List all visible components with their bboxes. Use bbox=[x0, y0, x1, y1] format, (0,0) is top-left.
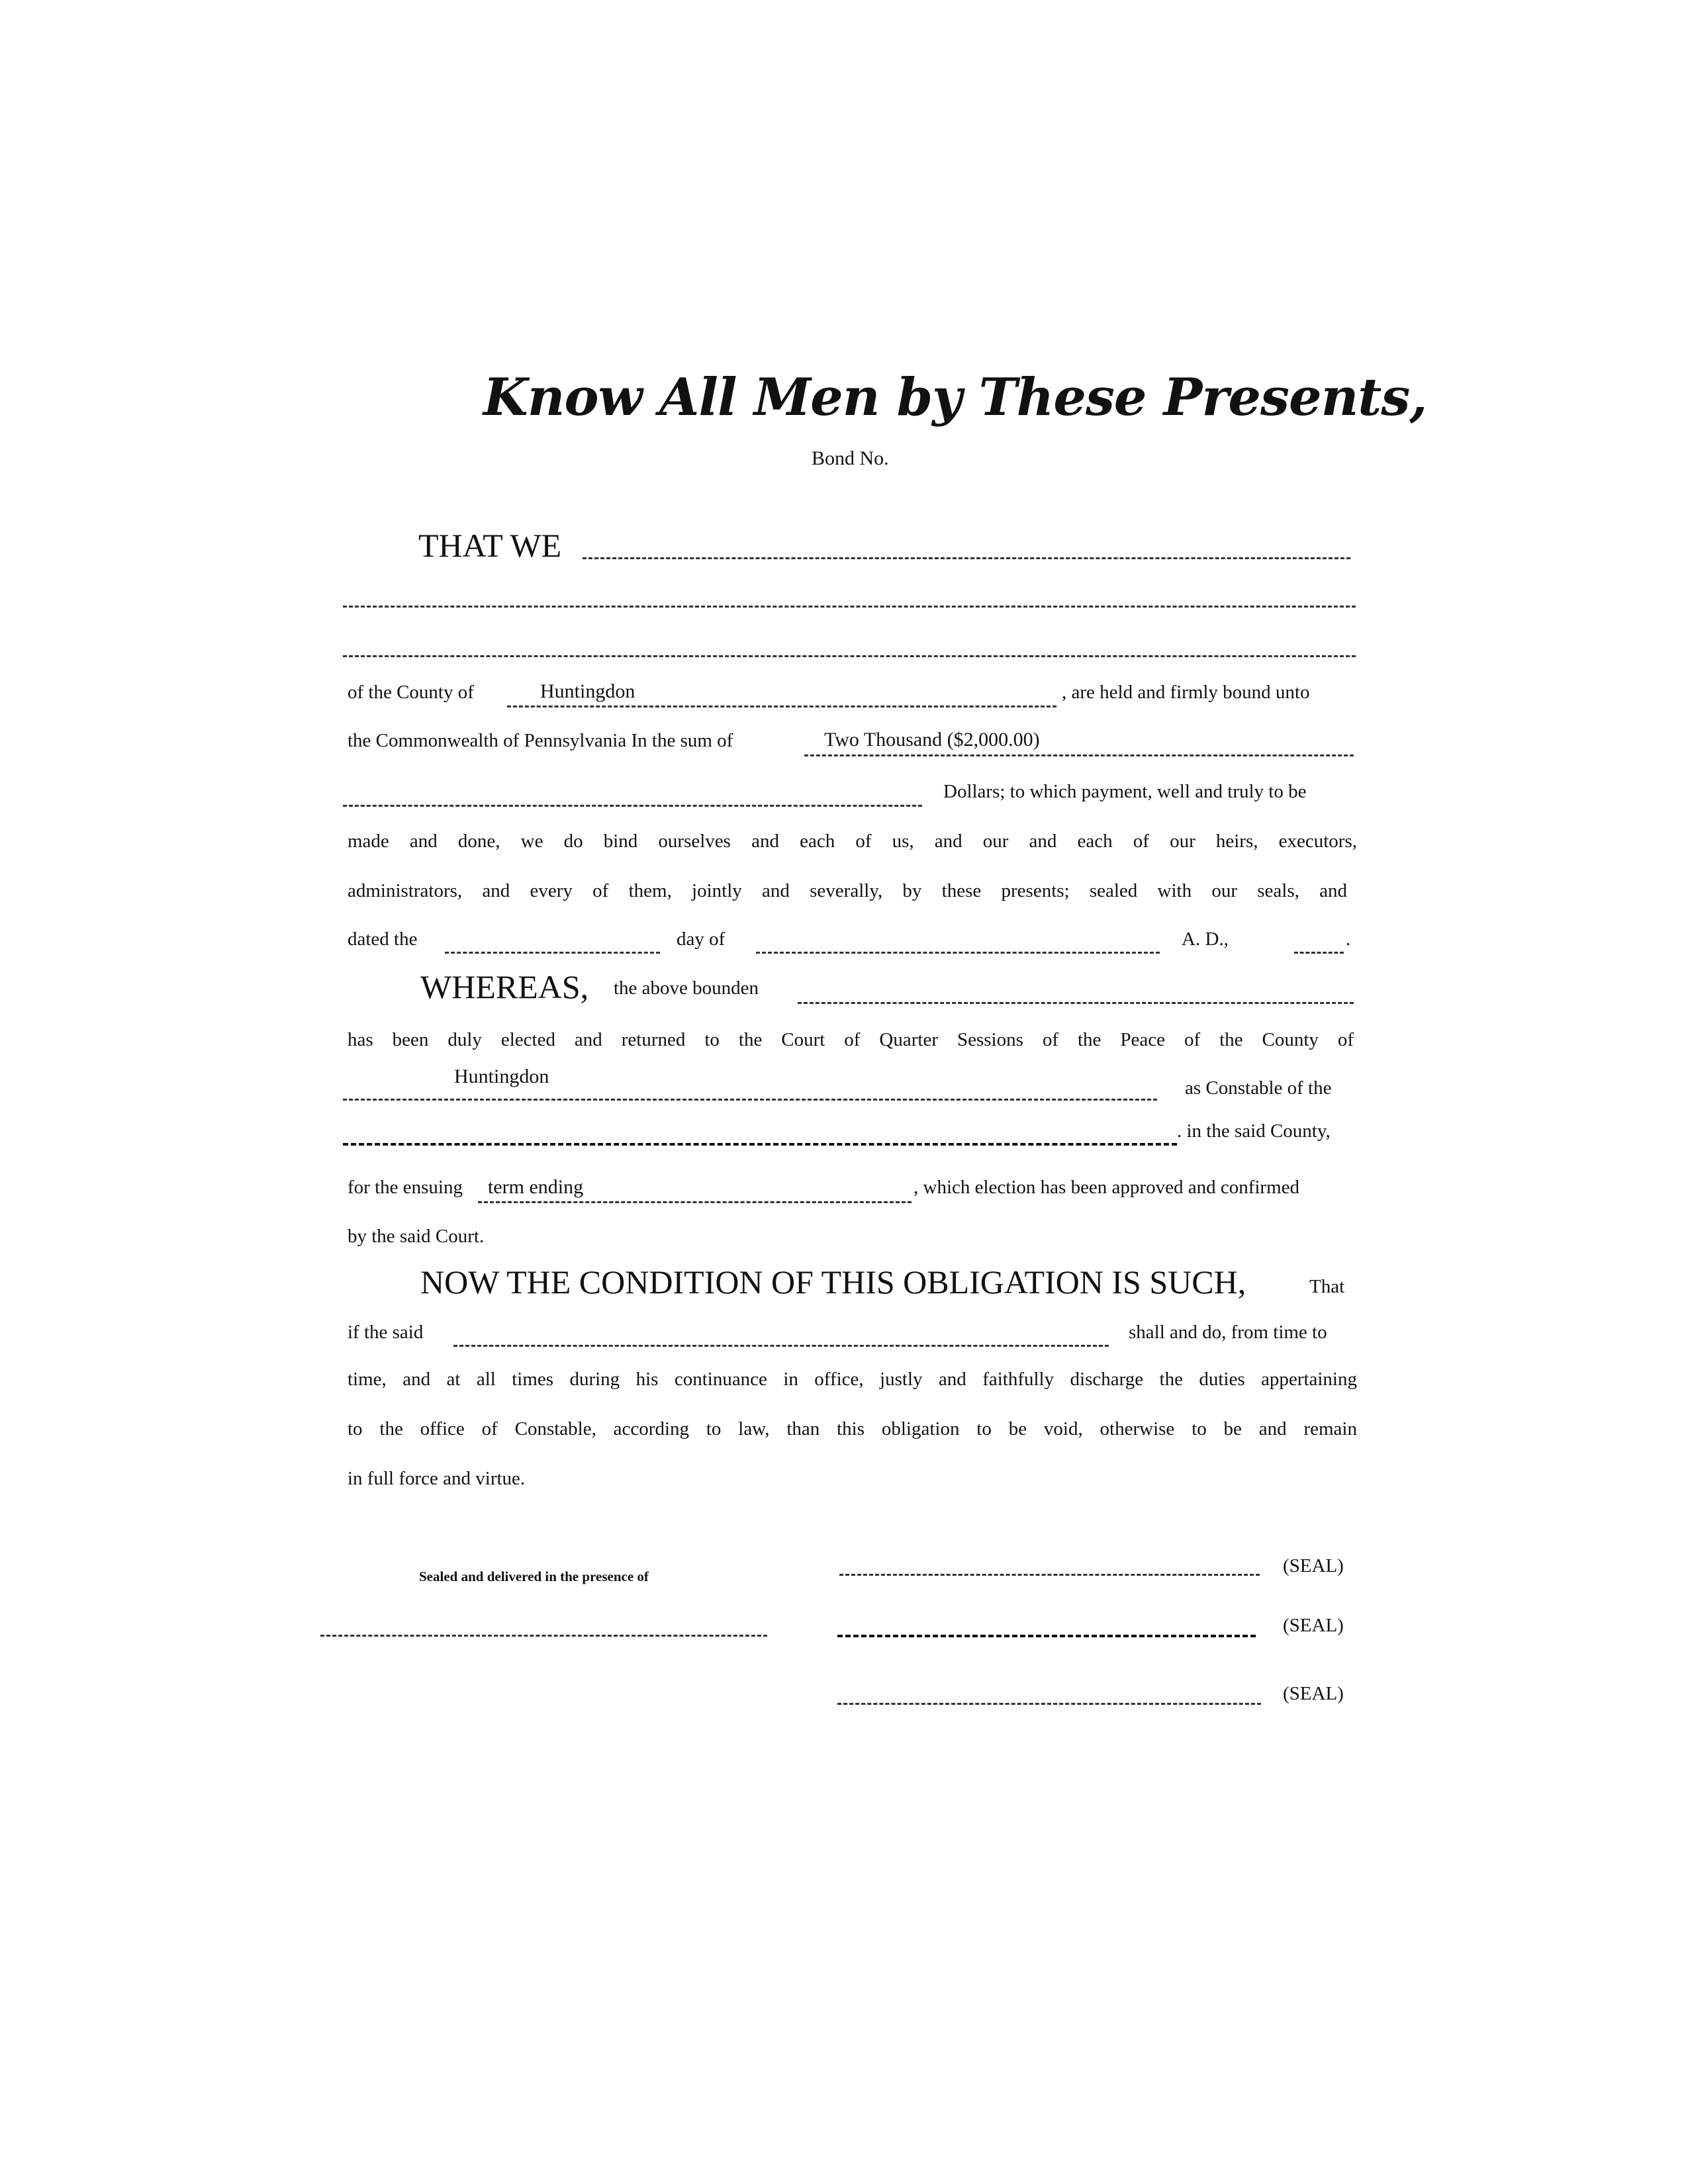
county-suffix: , are held and firmly bound unto bbox=[1062, 682, 1310, 703]
paragraph-office: to the office of Constable, according to law, than this obligation to be void, otherwise to be and remain bbox=[348, 1418, 1357, 1439]
sum-continuation-line[interactable] bbox=[343, 805, 922, 807]
signature-line-3[interactable] bbox=[837, 1703, 1261, 1705]
presence-label: Sealed and delivered in the presence of bbox=[419, 1569, 649, 1584]
party-names-line-2[interactable] bbox=[343, 606, 1356, 608]
if-the-said-field-line[interactable] bbox=[453, 1345, 1109, 1347]
shall-and-do-label: shall and do, from time to bbox=[1129, 1322, 1327, 1343]
paragraph-time: time, and at all times during his continuance in office, justly and faithfully discharge the duties appertaining bbox=[348, 1369, 1357, 1390]
term-value: term ending bbox=[488, 1176, 584, 1198]
paragraph-made-and-done: made and done, we do bind ourselves and each of us, and our and each of our heirs, executors, bbox=[348, 831, 1357, 852]
condition-heading: NOW THE CONDITION OF THIS OBLIGATION IS SUCH, bbox=[420, 1263, 1246, 1300]
condition-that: That bbox=[1309, 1276, 1345, 1297]
whereas-heading: WHEREAS, bbox=[420, 968, 589, 1005]
bounden-field-line[interactable] bbox=[798, 1002, 1354, 1004]
by-the-said-court: by the said Court. bbox=[348, 1226, 485, 1247]
sum-value: Two Thousand ($2,000.00) bbox=[824, 729, 1040, 751]
dollars-text: Dollars; to which payment, well and truly to be bbox=[943, 781, 1307, 802]
paragraph-full-force: in full force and virtue. bbox=[348, 1468, 526, 1489]
signature-line-1[interactable] bbox=[839, 1574, 1260, 1576]
county-value: Huntingdon bbox=[540, 680, 635, 702]
paragraph-duly-elected: has been duly elected and returned to the Court of Quarter Sessions of the Peace of the County of bbox=[348, 1029, 1354, 1050]
document-title: Know All Men by These Presents, bbox=[483, 367, 1427, 428]
county-prefix: of the County of bbox=[348, 682, 474, 703]
county-field-line[interactable] bbox=[507, 705, 1056, 707]
seal-label-2: (SEAL) bbox=[1283, 1615, 1344, 1636]
dated-day-field-line[interactable] bbox=[445, 952, 660, 954]
seal-label-1: (SEAL) bbox=[1283, 1555, 1344, 1576]
signature-line-2[interactable] bbox=[837, 1635, 1256, 1637]
ensuing-prefix: for the ensuing bbox=[348, 1177, 463, 1198]
day-of-label: day of bbox=[677, 929, 726, 950]
constable-county-field-line[interactable] bbox=[343, 1099, 1157, 1101]
dated-line-end: . bbox=[1346, 929, 1351, 950]
dated-month-field-line[interactable] bbox=[756, 952, 1160, 954]
seal-label-3: (SEAL) bbox=[1283, 1683, 1344, 1704]
party-names-line-3[interactable] bbox=[343, 655, 1356, 657]
that-we-field-line[interactable] bbox=[583, 557, 1350, 559]
dated-year-field-line[interactable] bbox=[1294, 952, 1344, 954]
constable-label: as Constable of the bbox=[1185, 1077, 1332, 1099]
sum-field-line[interactable] bbox=[804, 754, 1354, 756]
bounden-label: the above bounden bbox=[614, 978, 759, 999]
ensuing-suffix: , which election has been approved and confirmed bbox=[914, 1177, 1300, 1198]
ad-label: A. D., bbox=[1182, 929, 1229, 950]
witness-signature-line[interactable] bbox=[320, 1635, 767, 1637]
said-county-label: . in the said County, bbox=[1177, 1120, 1331, 1142]
paragraph-administrators: administrators, and every of them, jointly and severally, by these presents; sealed with our seals, and bbox=[348, 880, 1347, 901]
if-the-said-label: if the said bbox=[348, 1322, 424, 1343]
whereas-county-value: Huntingdon bbox=[454, 1066, 549, 1087]
bond-number-label: Bond No. bbox=[812, 447, 889, 469]
dated-prefix: dated the bbox=[348, 929, 418, 950]
township-field-line[interactable] bbox=[343, 1143, 1177, 1146]
that-we-label: THAT WE bbox=[418, 527, 562, 564]
term-field-line[interactable] bbox=[478, 1201, 912, 1203]
sum-prefix: the Commonwealth of Pennsylvania In the sum of bbox=[348, 730, 733, 751]
